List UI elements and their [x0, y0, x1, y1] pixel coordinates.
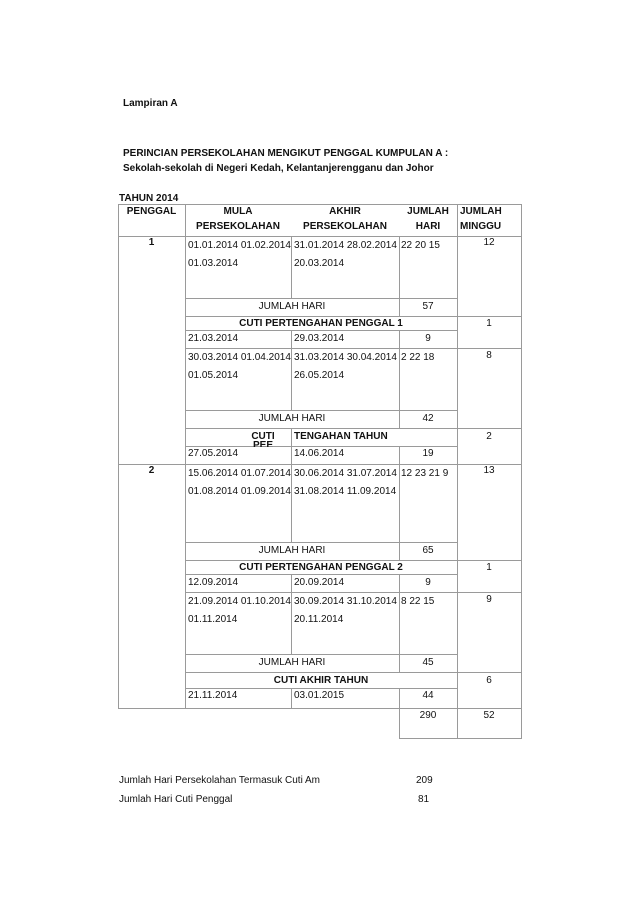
p2-akhir-a: 30.06.2014 31.07.2014 — [294, 468, 397, 479]
p1-akhir-a: 31.01.2014 28.02.2014 — [294, 240, 397, 251]
p1b-mula-a: 30.03.2014 01.04.2014 — [188, 352, 291, 363]
penggal-1-number: 1 — [148, 237, 155, 248]
document-title: PERINCIAN PERSEKOLAHAN MENGIKUT PENGGAL KUMPULAN A : — [123, 148, 449, 159]
cuti1-label: CUTI PERTENGAHAN PENGGAL 1 — [239, 318, 403, 329]
cuti2-mula: 12.09.2014 — [188, 577, 239, 588]
total-minggu: 52 — [483, 710, 495, 721]
p2b-akhir-a: 30.09.2014 31.10.2014 — [294, 596, 397, 607]
cuti-akhir-hari: 44 — [422, 690, 434, 701]
p2b-mula-a: 21.09.2014 01.10.2014 — [188, 596, 291, 607]
p1b-mula-b: 01.05.2014 — [188, 370, 239, 381]
summary-line1-value: 209 — [416, 775, 433, 786]
cuti2-akhir: 20.09.2014 — [294, 577, 345, 588]
total-hari: 290 — [419, 710, 437, 721]
cuti1-minggu: 1 — [486, 318, 492, 329]
header-jumlah-hari-line1: JUMLAH — [407, 206, 449, 217]
p2-jumlah-hari-value: 65 — [422, 545, 434, 556]
summary-line2-value: 81 — [418, 794, 430, 805]
p2-jumlah-hari-label: JUMLAH HARI — [258, 545, 326, 556]
p2-mula-b: 01.08.2014 01.09.2014 — [188, 486, 291, 497]
cuti-akhir-mula: 21.11.2014 — [188, 690, 238, 701]
p2b-mula-b: 01.11.2014 — [188, 614, 238, 625]
p1b-akhir-a: 31.03.2014 30.04.2014 — [294, 352, 397, 363]
cuti-tengah-minggu: 2 — [486, 431, 492, 442]
p2b-jumlah-hari-value: 45 — [422, 657, 434, 668]
p1b-akhir-b: 26.05.2014 — [294, 370, 345, 381]
p2-hari: 12 23 21 9 — [401, 468, 449, 479]
p1b-minggu: 8 — [486, 350, 492, 361]
p1-mula-b: 01.03.2014 — [188, 258, 239, 269]
cuti1-mula: 21.03.2014 — [188, 333, 239, 344]
cuti-tengah-label-a2: PEE — [252, 440, 273, 447]
p1-hari: 22 20 15 — [401, 240, 440, 251]
cuti2-minggu: 1 — [486, 562, 492, 573]
cuti-akhir-label: CUTI AKHIR TAHUN — [273, 675, 369, 686]
p2b-jumlah-hari-label: JUMLAH HARI — [258, 657, 326, 668]
appendix-label: Lampiran A — [123, 98, 178, 109]
p2b-akhir-b: 20.11.2014 — [294, 614, 344, 625]
p1b-jumlah-hari-label: JUMLAH HARI — [258, 413, 326, 424]
cuti-akhir-minggu: 6 — [486, 675, 492, 686]
p2-minggu: 13 — [483, 465, 495, 476]
p1b-hari: 2 22 18 — [401, 352, 435, 363]
cuti-tengah-label-a: CUTI — [251, 431, 275, 442]
header-penggal: PENGGAL — [126, 206, 177, 217]
document-subtitle: Sekolah-sekolah di Negeri Kedah, Kelantanjerengganu dan Johor — [123, 163, 434, 174]
cuti-tengah-hari: 19 — [422, 448, 434, 459]
summary-line1-label: Jumlah Hari Persekolahan Termasuk Cuti Am — [119, 775, 321, 786]
header-mula-line2: PERSEKOLAHAN — [196, 221, 280, 232]
p1b-jumlah-hari-value: 42 — [422, 413, 434, 424]
penggal-2-number: 2 — [148, 465, 155, 476]
cuti-tengah-akhir: 14.06.2014 — [294, 448, 345, 459]
header-jumlah-minggu-line2: MINGGU — [460, 221, 502, 232]
header-akhir-line2: PERSEKOLAHAN — [303, 221, 387, 232]
p2b-hari: 8 22 15 — [401, 596, 435, 607]
cuti1-hari: 9 — [425, 333, 431, 344]
p2-akhir-b: 31.08.2014 11.09.2014 — [294, 486, 397, 497]
p2b-minggu: 9 — [486, 594, 492, 605]
p2-mula-a: 15.06.2014 01.07.2014 — [188, 468, 291, 479]
p1-mula-a: 01.01.2014 01.02.2014 — [188, 240, 291, 251]
p1-jumlah-hari-label: JUMLAH HARI — [258, 301, 326, 312]
cuti-akhir-akhir: 03.01.2015 — [294, 690, 345, 701]
cuti-tengah-label-b: TENGAHAN TAHUN — [294, 431, 388, 442]
p1-jumlah-hari-value: 57 — [422, 301, 434, 312]
header-akhir-line1: AKHIR — [329, 206, 361, 217]
header-jumlah-hari-line2: HARI — [415, 221, 441, 232]
year-label: TAHUN 2014 — [119, 193, 179, 204]
cuti2-label: CUTI PERTENGAHAN PENGGAL 2 — [239, 562, 403, 573]
summary-line2-label: Jumlah Hari Cuti Penggal — [119, 794, 233, 805]
cuti1-akhir: 29.03.2014 — [294, 333, 345, 344]
header-jumlah-minggu-line1: JUMLAH — [460, 206, 502, 217]
p1-minggu: 12 — [483, 237, 495, 248]
p1-akhir-b: 20.03.2014 — [294, 258, 345, 269]
cuti2-hari: 9 — [425, 577, 431, 588]
header-mula-line1: MULA — [223, 206, 253, 217]
cuti-tengah-mula: 27.05.2014 — [188, 448, 239, 459]
